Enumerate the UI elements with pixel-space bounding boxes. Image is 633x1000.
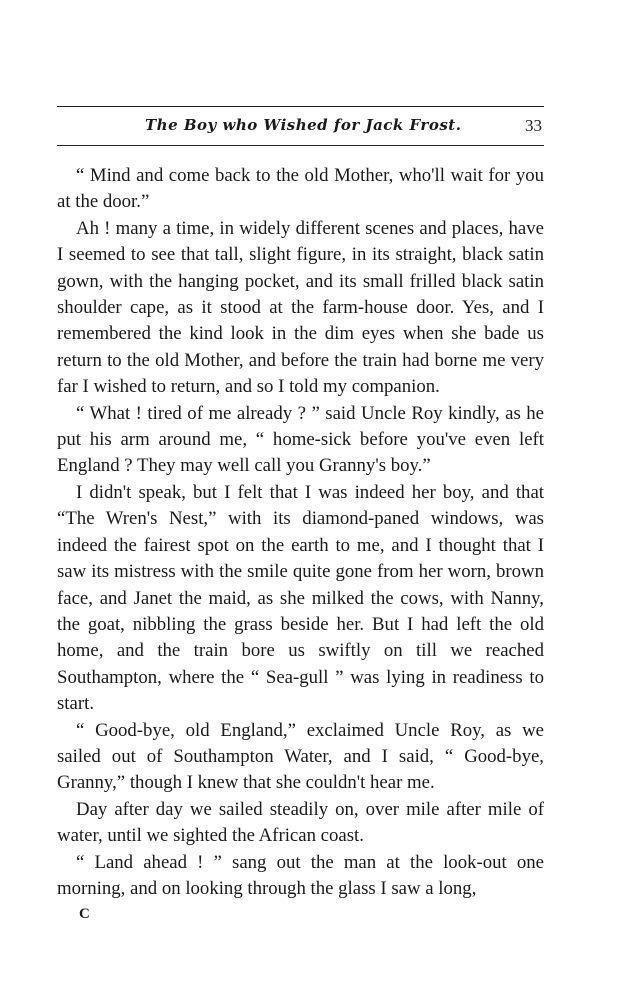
signature-mark: C [79, 906, 91, 922]
paragraph: “ Land ahead ! ” sang out the man at the look-out one morning, and on looking through the glass I saw a long, [57, 851, 544, 899]
paragraph: Ah ! many a time, in widely different scenes and places, have I seemed to see that tall, slight figure, in its straight, black satin gown, with the hanging pocket, and its small frilled black satin shoulder cape, as it stood at the farm-house door. Yes, and I remembered the kind look in the dim eyes when she bade us return to the old Mother, and before the train had borne me very far I wished to return, and so I told my companion. [57, 217, 544, 398]
body-text [57, 163, 544, 902]
paragraph: Day after day we sailed steadily on, over mile after mile of water, until we sighted the African coast. [57, 798, 544, 847]
paragraph: I didn't speak, but I felt that I was indeed her boy, and that “The Wren's Nest,” with its diamond-paned windows, was indeed the fairest spot on the earth to me, and I thought that I saw its mistress with the smile quite gone from her worn, brown face, and Janet the maid, as she milked the cows, with Nanny, the goat, nibbling the grass beside her. But I had left the old home, and the train bore us swiftly on till we reached Southampton, where the “ Sea-gull ” was lying in readiness to start. [57, 481, 544, 715]
paragraph: “ Good-bye, old England,” exclaimed Uncle Roy, as we sailed out of Southampton Water, and I said, “ Good-bye, Granny,” though I knew that she couldn't hear me. [57, 719, 544, 794]
header-rule-top [57, 106, 544, 107]
running-title: The Boy who Wished for Jack Frost. [145, 116, 462, 134]
paragraph: “ What ! tired of me already ? ” said Uncle Roy kindly, as he put his arm around me, “ home-sick before you've even left England ? They may well call you Granny's boy.” [57, 402, 544, 477]
page-header [57, 114, 544, 140]
paragraph: “ Mind and come back to the old Mother, who'll wait for you at the door.” [57, 165, 544, 213]
header-rule-bottom [57, 145, 544, 146]
page-number: 33 [525, 116, 542, 135]
